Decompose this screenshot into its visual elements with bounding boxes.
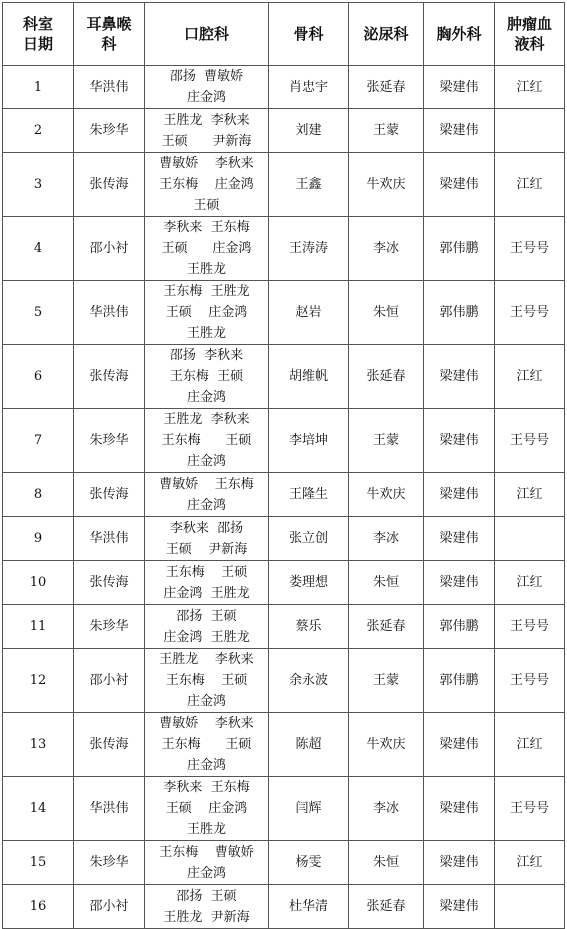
table-body bbox=[3, 66, 565, 929]
header-text-line: 科室 bbox=[22, 15, 53, 33]
day-cell: 7 bbox=[3, 409, 74, 473]
table-row bbox=[3, 153, 565, 217]
table-row bbox=[3, 713, 565, 777]
header-text-line: 耳鼻喉 bbox=[86, 15, 132, 33]
header-text-line: 肿瘤血 bbox=[506, 15, 552, 33]
orthopedics-cell: 李培坤 bbox=[269, 409, 349, 473]
header-dental bbox=[145, 3, 269, 66]
thoracic-cell: 梁建伟 bbox=[424, 409, 495, 473]
dental-cell bbox=[145, 605, 269, 649]
thoracic-cell: 梁建伟 bbox=[424, 153, 495, 217]
table-header bbox=[3, 3, 565, 66]
oncology-cell: 江红 bbox=[495, 561, 565, 605]
thoracic-cell: 梁建伟 bbox=[424, 885, 495, 929]
day-cell: 1 bbox=[3, 66, 74, 109]
thoracic-cell: 梁建伟 bbox=[424, 345, 495, 409]
header-text-line: 骨科 bbox=[293, 25, 324, 43]
dental-doctor-line: 王胜龙 李秋来 bbox=[163, 412, 250, 427]
day-cell: 8 bbox=[3, 473, 74, 517]
urology-cell: 王蒙 bbox=[349, 109, 424, 153]
dental-doctor-line: 邵扬 李秋来 bbox=[169, 348, 244, 363]
header-text-line: 口腔科 bbox=[183, 25, 229, 43]
dental-cell bbox=[145, 713, 269, 777]
dental-doctor-line: 邵扬 王硕 bbox=[176, 888, 237, 904]
thoracic-cell: 郭伟鹏 bbox=[424, 605, 495, 649]
dental-doctor-line: 邵扬 王硕 bbox=[176, 608, 237, 624]
header-ent bbox=[74, 3, 145, 66]
dental-doctor-line: 曹敏娇 王东梅 bbox=[159, 476, 254, 492]
orthopedics-cell: 张立创 bbox=[269, 517, 349, 561]
oncology-cell: 王号号 bbox=[495, 217, 565, 281]
orthopedics-cell: 胡维帆 bbox=[269, 345, 349, 409]
dental-doctor-line: 王胜龙 李秋来 bbox=[159, 652, 254, 667]
dental-doctor-line: 王胜龙 bbox=[186, 326, 226, 341]
dental-doctor-line: 王东梅 王硕 bbox=[165, 673, 248, 688]
thoracic-cell: 梁建伟 bbox=[424, 841, 495, 885]
orthopedics-cell: 赵岩 bbox=[269, 281, 349, 345]
dental-doctor-line: 庄金鸿 bbox=[186, 694, 226, 709]
dental-doctor-line: 庄金鸿 bbox=[186, 758, 226, 773]
orthopedics-cell: 余永波 bbox=[269, 649, 349, 713]
thoracic-cell: 梁建伟 bbox=[424, 473, 495, 517]
orthopedics-cell: 王鑫 bbox=[269, 153, 349, 217]
urology-cell: 张延春 bbox=[349, 605, 424, 649]
thoracic-cell: 郭伟鹏 bbox=[424, 649, 495, 713]
day-cell: 15 bbox=[3, 841, 74, 885]
thoracic-cell: 梁建伟 bbox=[424, 517, 495, 561]
header-text-line: 泌尿科 bbox=[363, 25, 409, 43]
urology-cell: 李冰 bbox=[349, 777, 424, 841]
table-row bbox=[3, 517, 565, 561]
ent-cell: 张传海 bbox=[74, 345, 145, 409]
oncology-cell: 王号号 bbox=[495, 409, 565, 473]
orthopedics-cell: 蔡乐 bbox=[269, 605, 349, 649]
dental-doctor-line: 庄金鸿 bbox=[186, 390, 226, 405]
header-orthopedics bbox=[269, 3, 349, 66]
header-text-line: 日期 bbox=[22, 35, 53, 53]
thoracic-cell: 郭伟鹏 bbox=[424, 217, 495, 281]
orthopedics-cell: 杜华清 bbox=[269, 885, 349, 929]
urology-cell: 王蒙 bbox=[349, 649, 424, 713]
dental-doctor-line: 王东梅 王硕 bbox=[165, 564, 248, 580]
ent-cell: 华洪伟 bbox=[74, 66, 145, 109]
day-cell: 12 bbox=[3, 649, 74, 713]
header-date-department bbox=[3, 3, 74, 66]
urology-cell: 牛欢庆 bbox=[349, 473, 424, 517]
ent-cell: 朱珍华 bbox=[74, 841, 145, 885]
oncology-cell: 江红 bbox=[495, 713, 565, 777]
dental-cell bbox=[145, 473, 269, 517]
day-cell: 4 bbox=[3, 217, 74, 281]
ent-cell: 张传海 bbox=[74, 153, 145, 217]
oncology-cell: 王号号 bbox=[495, 649, 565, 713]
dental-doctor-line: 庄金鸿 bbox=[186, 90, 226, 105]
urology-cell: 王蒙 bbox=[349, 409, 424, 473]
urology-cell: 张延春 bbox=[349, 345, 424, 409]
dental-doctor-line: 王胜龙 bbox=[186, 822, 226, 837]
dental-cell bbox=[145, 109, 269, 153]
table-row bbox=[3, 777, 565, 841]
oncology-cell: 江红 bbox=[495, 841, 565, 885]
oncology-cell: 江红 bbox=[495, 66, 565, 109]
oncology-cell: 江红 bbox=[495, 473, 565, 517]
day-cell: 2 bbox=[3, 109, 74, 153]
dental-cell bbox=[145, 66, 269, 109]
dental-doctor-line: 王胜龙 尹新海 bbox=[163, 909, 250, 925]
dental-doctor-line: 曹敏娇 李秋来 bbox=[159, 156, 254, 171]
ent-cell: 张传海 bbox=[74, 561, 145, 605]
dental-doctor-line: 王东梅 王硕 bbox=[161, 737, 252, 752]
table-row bbox=[3, 649, 565, 713]
ent-cell: 邵小衬 bbox=[74, 885, 145, 929]
duty-schedule-table bbox=[2, 2, 565, 929]
ent-cell: 邵小衬 bbox=[74, 649, 145, 713]
orthopedics-cell: 王隆生 bbox=[269, 473, 349, 517]
table-row bbox=[3, 473, 565, 517]
orthopedics-cell: 杨雯 bbox=[269, 841, 349, 885]
urology-cell: 李冰 bbox=[349, 517, 424, 561]
oncology-cell: 江红 bbox=[495, 345, 565, 409]
oncology-cell bbox=[495, 885, 565, 929]
day-cell: 16 bbox=[3, 885, 74, 929]
ent-cell: 朱珍华 bbox=[74, 109, 145, 153]
table-row bbox=[3, 841, 565, 885]
day-cell: 6 bbox=[3, 345, 74, 409]
dental-cell bbox=[145, 345, 269, 409]
ent-cell: 华洪伟 bbox=[74, 777, 145, 841]
header-thoracic bbox=[424, 3, 495, 66]
oncology-cell bbox=[495, 517, 565, 561]
oncology-cell: 王号号 bbox=[495, 605, 565, 649]
dental-doctor-line: 王硕 庄金鸿 bbox=[165, 305, 248, 320]
ent-cell: 朱珍华 bbox=[74, 605, 145, 649]
orthopedics-cell: 娄理想 bbox=[269, 561, 349, 605]
dental-doctor-line: 王硕 尹新海 bbox=[165, 541, 248, 557]
header-oncology bbox=[495, 3, 565, 66]
table-row bbox=[3, 345, 565, 409]
dental-cell bbox=[145, 409, 269, 473]
dental-doctor-line: 王硕 bbox=[193, 198, 220, 213]
oncology-cell: 江红 bbox=[495, 153, 565, 217]
thoracic-cell: 梁建伟 bbox=[424, 713, 495, 777]
day-cell: 13 bbox=[3, 713, 74, 777]
dental-doctor-line: 王东梅 曹敏娇 bbox=[159, 844, 254, 860]
day-cell: 14 bbox=[3, 777, 74, 841]
dental-doctor-line: 王硕 尹新海 bbox=[161, 133, 252, 149]
thoracic-cell: 梁建伟 bbox=[424, 561, 495, 605]
header-text-line: 科 bbox=[101, 35, 117, 53]
urology-cell: 朱恒 bbox=[349, 281, 424, 345]
table-row bbox=[3, 409, 565, 473]
orthopedics-cell: 肖忠宇 bbox=[269, 66, 349, 109]
orthopedics-cell: 刘建 bbox=[269, 109, 349, 153]
dental-cell bbox=[145, 841, 269, 885]
ent-cell: 邵小衬 bbox=[74, 217, 145, 281]
day-cell: 11 bbox=[3, 605, 74, 649]
orthopedics-cell: 陈超 bbox=[269, 713, 349, 777]
urology-cell: 朱恒 bbox=[349, 841, 424, 885]
dental-cell bbox=[145, 885, 269, 929]
dental-cell bbox=[145, 777, 269, 841]
urology-cell: 牛欢庆 bbox=[349, 153, 424, 217]
thoracic-cell: 郭伟鹏 bbox=[424, 281, 495, 345]
dental-doctor-line: 庄金鸿 bbox=[186, 454, 226, 469]
dental-doctor-line: 庄金鸿 王胜龙 bbox=[163, 585, 250, 601]
urology-cell: 张延春 bbox=[349, 885, 424, 929]
day-cell: 3 bbox=[3, 153, 74, 217]
orthopedics-cell: 闫辉 bbox=[269, 777, 349, 841]
table-row bbox=[3, 66, 565, 109]
ent-cell: 华洪伟 bbox=[74, 281, 145, 345]
urology-cell: 朱恒 bbox=[349, 561, 424, 605]
dental-cell bbox=[145, 649, 269, 713]
ent-cell: 朱珍华 bbox=[74, 409, 145, 473]
dental-doctor-line: 庄金鸿 bbox=[186, 497, 226, 513]
table-row bbox=[3, 885, 565, 929]
dental-doctor-line: 李秋来 王东梅 bbox=[163, 220, 250, 235]
dental-doctor-line: 王东梅 王胜龙 bbox=[163, 284, 250, 299]
thoracic-cell: 梁建伟 bbox=[424, 777, 495, 841]
dental-doctor-line: 王胜龙 李秋来 bbox=[163, 112, 250, 128]
dental-doctor-line: 庄金鸿 bbox=[186, 865, 226, 881]
dental-doctor-line: 王东梅 庄金鸿 bbox=[159, 177, 254, 192]
dental-doctor-line: 王东梅 王硕 bbox=[161, 433, 252, 448]
dental-cell bbox=[145, 561, 269, 605]
header-text-line: 胸外科 bbox=[436, 25, 482, 43]
dental-doctor-line: 王硕 庄金鸿 bbox=[165, 801, 248, 816]
urology-cell: 李冰 bbox=[349, 217, 424, 281]
table-row bbox=[3, 561, 565, 605]
dental-doctor-line: 曹敏娇 李秋来 bbox=[159, 716, 254, 731]
day-cell: 9 bbox=[3, 517, 74, 561]
header-urology bbox=[349, 3, 424, 66]
dental-cell bbox=[145, 281, 269, 345]
dental-cell bbox=[145, 517, 269, 561]
oncology-cell: 王号号 bbox=[495, 281, 565, 345]
table-row bbox=[3, 281, 565, 345]
thoracic-cell: 梁建伟 bbox=[424, 66, 495, 109]
dental-doctor-line: 李秋来 王东梅 bbox=[163, 780, 250, 795]
dental-cell bbox=[145, 153, 269, 217]
table-row bbox=[3, 217, 565, 281]
dental-doctor-line: 王胜龙 bbox=[186, 262, 226, 277]
urology-cell: 牛欢庆 bbox=[349, 713, 424, 777]
table-row bbox=[3, 109, 565, 153]
oncology-cell: 王号号 bbox=[495, 777, 565, 841]
dental-doctor-line: 邵扬 曹敏娇 bbox=[169, 69, 244, 84]
header-row bbox=[3, 3, 565, 66]
day-cell: 5 bbox=[3, 281, 74, 345]
day-cell: 10 bbox=[3, 561, 74, 605]
header-text-line: 液科 bbox=[514, 35, 545, 53]
oncology-cell bbox=[495, 109, 565, 153]
ent-cell: 张传海 bbox=[74, 713, 145, 777]
dental-doctor-line: 王东梅 王硕 bbox=[169, 369, 244, 384]
thoracic-cell: 梁建伟 bbox=[424, 109, 495, 153]
urology-cell: 张延春 bbox=[349, 66, 424, 109]
dental-cell bbox=[145, 217, 269, 281]
dental-doctor-line: 庄金鸿 王胜龙 bbox=[163, 629, 250, 645]
ent-cell: 华洪伟 bbox=[74, 517, 145, 561]
table-row bbox=[3, 605, 565, 649]
orthopedics-cell: 王涛涛 bbox=[269, 217, 349, 281]
ent-cell: 张传海 bbox=[74, 473, 145, 517]
dental-doctor-line: 李秋来 邵扬 bbox=[169, 520, 244, 536]
dental-doctor-line: 王硕 庄金鸿 bbox=[161, 241, 252, 256]
